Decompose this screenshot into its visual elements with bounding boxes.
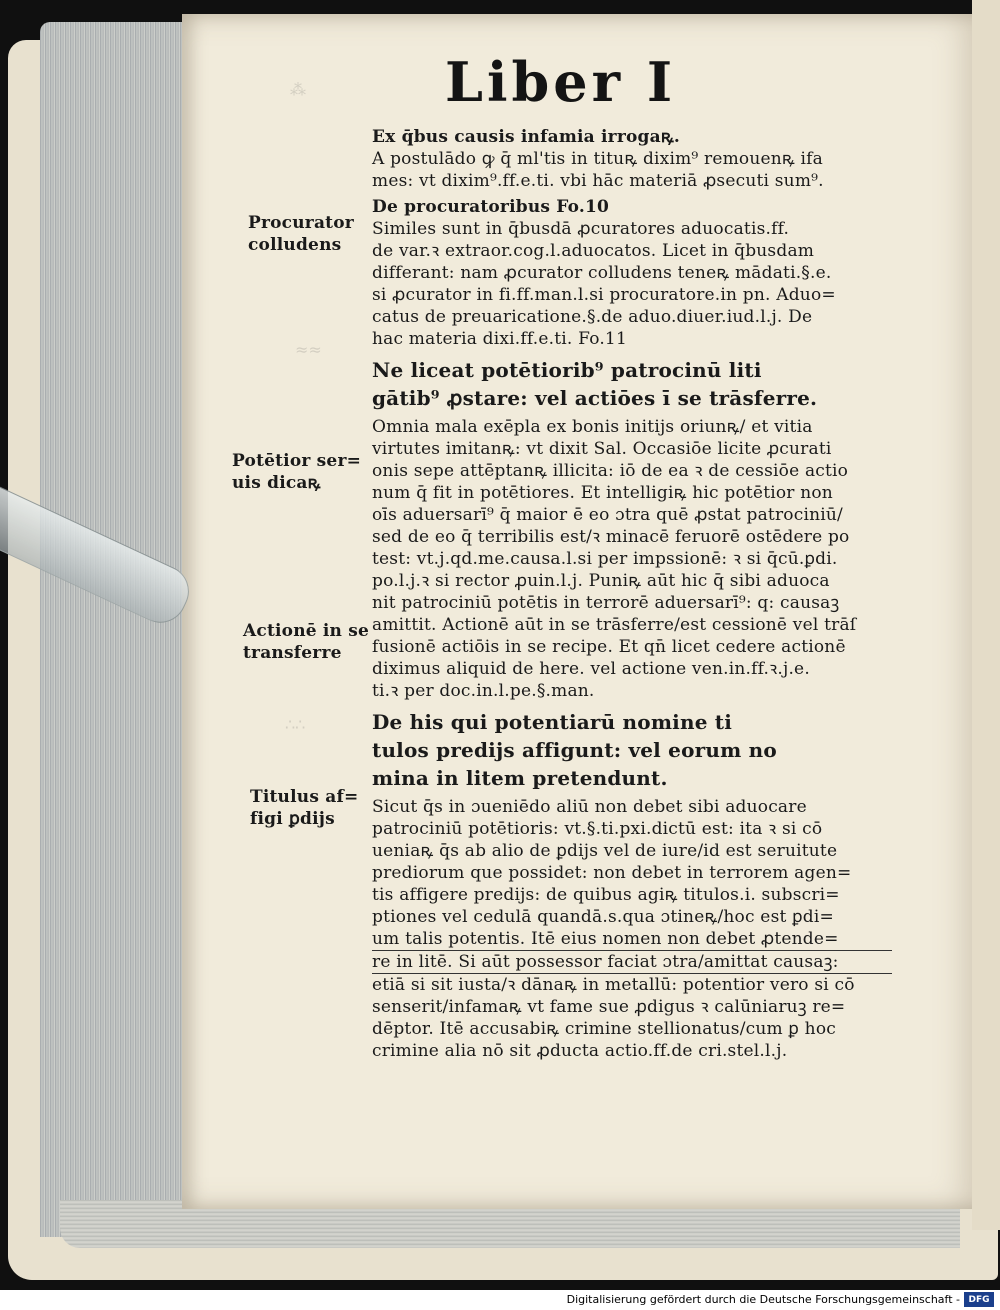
marginal-note-titulus [250,786,358,830]
text-line: po.l.j.ꝛ si rector ꝓuin.l.j. Puniꝶ aūt hic q̄ sibi aduoca [372,571,830,591]
text-line: A postulādo ꝙ q̄ ml'tis in tituꝶ dixim⁹ remouenꝶ ifa [372,149,824,169]
text-line: dēptor. Itē accusabiꝶ crimine stellionatus/cum ꝑ hoc [372,1019,836,1039]
marginal-line: Procurator [248,213,354,233]
text-line: oīs aduersarī⁹ q̄ maior ē eo ɔtra quē ꝓstat patrociniū/ [372,505,843,525]
marginal-line: Titulus af= [250,787,359,807]
text-line: sed de eo q̄ terribilis est/ꝛ minacē feruorē ostēdere po [372,527,850,547]
show-through-mark: ≈≈ [295,340,322,359]
text-line: tis affigere predijs: de quibus agiꝶ titulos.i. subscri= [372,885,840,905]
marginal-line: transferre [243,643,342,663]
text-line: differant: nam ꝓcurator colludens teneꝶ mādati.§.e. [372,263,832,283]
running-title: Liber I [445,50,677,114]
section-heading-line: tulos predijs affigunt: vel eorum no [372,738,777,762]
text-line: um talis potentis. Itē eius nomen non debet ꝓtende= [372,928,892,951]
marginal-line: Actionē in se [243,621,370,641]
text-line: si ꝓcurator in fi.ff.man.l.si procuratore.in pn. Aduo= [372,285,836,305]
marginal-line: colludens [248,235,342,255]
text-line: ueniaꝶ q̄s ab alio de ꝑdijs vel de iure/id est seruitute [372,841,838,861]
footer-credit: Digitalisierung gefördert durch die Deutsche Forschungsgemeinschaft - [566,1293,960,1306]
section-heading-line: mina in litem pretendunt. [372,766,668,790]
section-heading-line: gātib⁹ ꝓstare: vel actiōes ī se trāsferre. [372,386,818,410]
text-line: senserit/infamaꝶ vt fame sue ꝓdigus ꝛ calūniaruꝫ re= [372,997,846,1017]
marginal-note-actionem [243,620,369,664]
dfg-logo: DFG [964,1292,994,1307]
text-line: ptiones vel cedulā quandā.s.qua ɔtineꝶ/hoc est ꝑdi= [372,907,834,927]
marginal-line: Potētior ser= [232,451,362,471]
text-line: diximus aliquid de here. vel actione ven.in.ff.ꝛ.j.e. [372,659,810,679]
text-line: prediorum que possidet: non debet in terrorem agen= [372,863,852,883]
text-line: ti.ꝛ per doc.in.l.pe.§.man. [372,681,595,701]
text-line: amittit. Actionē aūt in se trāsferre/est cessionē vel trāſ [372,615,857,635]
marginal-note-procurator [248,212,354,256]
text-line: num q̄ fit in potētiores. Et intelligiꝶ hic potētior non [372,483,833,503]
section-heading-line: Ex q̄bus causis infamia irrogaꝶ. [372,127,680,147]
main-text-column [372,126,892,1062]
marginal-line: uis dicaꝶ [232,473,321,493]
text-line: test: vt.j.qd.me.causa.l.si per impssionē: ꝛ si q̄cū.ꝑdi. [372,549,838,569]
show-through-mark: ∴∴ [285,715,306,734]
text-line: hac materia dixi.ff.e.ti. Fo.11 [372,329,627,349]
text-line: de var.ꝛ extraor.cog.l.aduocatos. Licet in q̄busdam [372,241,815,261]
text-line: mes: vt dixim⁹.ff.e.ti. vbi hāc materiā ꝓsecuti sum⁹. [372,171,824,191]
text-line: Sicut q̄s in ɔueniēdo aliū non debet sibi aduocare [372,797,807,817]
marginal-note-potentior [232,450,361,494]
text-line: Omnia mala exēpla ex bonis initijs oriunꝶ/ et vitia [372,417,813,437]
facing-page-edge [972,0,1000,1230]
marginal-line: figi ꝑdijs [250,809,335,829]
text-line: crimine alia nō sit ꝓducta actio.ff.de cri.stel.l.j. [372,1041,788,1061]
section-heading-line: De his qui potentiarū nomine ti [372,710,733,734]
section-heading-line: De procuratoribus Fo.10 [372,197,610,217]
footer-bar [0,1290,1000,1310]
page-edges [40,22,200,1237]
text-line: re in litē. Si aūt possessor faciat ɔtra/amittat causaꝫ: [372,951,892,974]
show-through-mark: ⁂ [290,80,306,99]
text-line: virtutes imitanꝶ: vt dixit Sal. Occasiōe licite ꝓcurati [372,439,832,459]
text-line: fusionē actiōis in se recipe. Et qn̄ licet cedere actionē [372,637,846,657]
text-line: onis sepe attēptanꝶ illicita: iō de ea ꝛ de cessiōe actio [372,461,849,481]
text-line: nit patrociniū potētis in terrorē aduersarī⁹: q: causaꝫ [372,593,840,613]
text-line: etiā si sit iusta/ꝛ dānaꝶ in metallū: potentior vero si cō [372,975,855,995]
text-line: Similes sunt in q̄busdā ꝓcuratores aduocatis.ff. [372,219,790,239]
section-heading-line: Ne liceat potētiorib⁹ patrocinū liti [372,358,762,382]
text-line: patrociniū potētioris: vt.§.ti.pxi.dictū est: ita ꝛ si cō [372,819,823,839]
text-line: catus de preuaricatione.§.de aduo.diuer.iud.l.j. De [372,307,813,327]
